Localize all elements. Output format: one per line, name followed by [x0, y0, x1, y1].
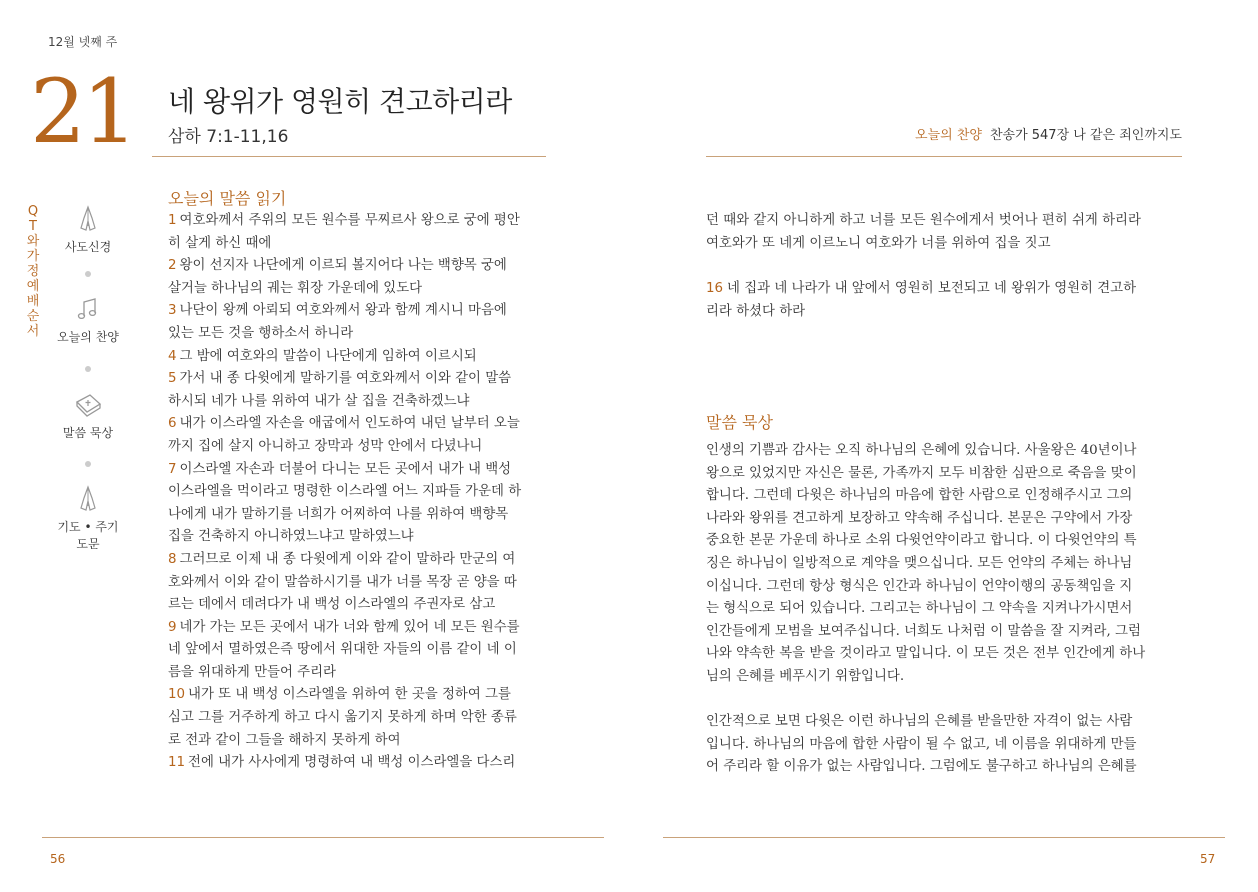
- text-line: [168, 662, 550, 685]
- scripture-continued: [706, 210, 1182, 255]
- sidebar-item-label: 사도신경: [64, 240, 112, 254]
- text-line: 인간적으로 보면 다윗은 이런 하나님의 은혜를 받을만한 자격이 없는 사람: [706, 714, 1133, 729]
- verse-text: 호와께서 이와 같이 말씀하시기를 내가 너를 목장 곧 양을 따: [168, 574, 517, 590]
- page-number-left: 56: [50, 852, 66, 866]
- text-line: [168, 684, 550, 707]
- sidebar-separator-dot: [85, 461, 91, 467]
- text-line: [168, 752, 550, 775]
- meditation-paragraph: [706, 711, 1182, 779]
- verse-text: 름을 위대하게 만들어 주리라: [168, 664, 336, 680]
- sidebar-item-prayer: [53, 484, 123, 552]
- page-title: 네 왕위가 영원히 견고하리라: [168, 85, 512, 118]
- text-line: [168, 617, 550, 640]
- verse-text: 있는 모든 것을 행하소서 하니라: [168, 325, 354, 341]
- text-line: 나라와 왕위를 견고하게 보장하고 약속해 주십니다. 본문은 구약에서 가장: [706, 510, 1133, 526]
- text-line: [168, 639, 550, 662]
- verse-number: 9: [168, 619, 177, 635]
- scripture-verse-16: [706, 278, 1182, 323]
- verse-number: 2: [168, 258, 177, 274]
- sidebar-item-label: 기도 • 주기도문: [57, 520, 119, 551]
- text-line: [168, 730, 550, 753]
- text-line: [168, 459, 550, 482]
- text-line: [168, 233, 550, 256]
- verse-text: 나단이 왕께 아뢰되 여호와께서 왕과 함께 계시니 마음에: [179, 303, 507, 319]
- verse-number: 5: [168, 371, 177, 387]
- text-line: 왕으로 있었지만 자신은 물론, 가족까지 모두 비참한 심판으로 죽음을 맞이: [706, 465, 1137, 481]
- verse-text: 던 때와 같지 아니하게 하고 너를 모든 원수에게서 벗어나 편히 쉬게 하리라: [706, 213, 1141, 228]
- scripture-reference: 삼하 7:1-11,16: [168, 127, 289, 147]
- verse-text: 여호와께서 주위의 모든 원수를 무찌르사 왕으로 궁에 평안: [179, 213, 520, 228]
- verse-text: 이스라엘을 먹이라고 명령한 이스라엘 어느 지파들 가운데 하: [168, 484, 522, 500]
- text-line: 중요한 본문 가운데 하나로 소위 다윗언약이라고 합니다. 이 다윗언약의 특: [706, 533, 1137, 549]
- text-line: 는 형식으로 되어 있습니다. 그리고는 하나님이 그 약속을 지켜나가시면서: [706, 601, 1133, 617]
- todays-hymn: [915, 124, 1182, 143]
- music-note-icon: [73, 294, 103, 324]
- text-line: [168, 549, 550, 572]
- verse-text: 하시되 네가 나를 위하여 내가 살 집을 건축하겠느냐: [168, 393, 470, 409]
- sidebar-item-hymn: [53, 294, 123, 345]
- verse-number: 6: [168, 416, 177, 432]
- verse-text: 네 집과 네 나라가 내 앞에서 영원히 보전되고 네 왕위가 영원히 견고하: [727, 281, 1137, 296]
- verse-text: 살거늘 하나님의 궤는 휘장 가운데에 있도다: [168, 280, 423, 296]
- sidebar-vertical-label: QT와 가정예배 순서: [26, 204, 40, 339]
- verse-text: 리라 하셨다 하라: [706, 303, 806, 319]
- text-line: [168, 707, 550, 730]
- text-line: [168, 278, 550, 301]
- sidebar-item-label: 말씀 묵상: [62, 426, 114, 440]
- verse-number: 8: [168, 551, 177, 567]
- verse-text: 이스라엘 자손과 더불어 다니는 모든 곳에서 내가 내 백성: [179, 461, 512, 477]
- text-line: [168, 436, 550, 459]
- verse-text: 여호와가 또 네게 이르노니 여호와가 너를 위하여 집을 짓고: [706, 235, 1051, 251]
- verse-number: 3: [168, 303, 177, 319]
- sidebar-separator-dot: [85, 271, 91, 277]
- text-line: [168, 594, 550, 617]
- reading-heading: 오늘의 말씀 읽기: [168, 189, 287, 208]
- sidebar-item-label: 오늘의 찬양: [57, 330, 119, 344]
- text-line: 나와 약속한 복을 받을 것이라고 말입니다. 이 모든 것은 전부 인간에게 하나: [706, 646, 1146, 662]
- verse-text: 네 앞에서 멸하였은즉 땅에서 위대한 자들의 이름 같이 네 이: [168, 642, 517, 658]
- meditation-heading: 말씀 묵상: [706, 413, 773, 432]
- praying-hands-icon: [73, 204, 103, 234]
- meditation-paragraph: [706, 440, 1182, 689]
- verse-text: 그 밤에 여호와의 말씀이 나단에게 임하여 이르시되: [179, 348, 477, 364]
- text-line: 입니다. 하나님의 마음에 합한 사람이 될 수 없고, 네 이름을 위대하게 만들: [706, 736, 1137, 752]
- text-line: 어 주리라 할 이유가 없는 사람입니다. 그럼에도 불구하고 하나님의 은혜를: [706, 759, 1137, 775]
- verse-text: 히 살게 하신 때에: [168, 235, 272, 251]
- text-line: 인생의 기쁨과 감사는 오직 하나님의 은혜에 있습니다. 사울왕은 40년이나: [706, 443, 1137, 458]
- text-line: [168, 323, 550, 346]
- text-line: [706, 233, 1182, 256]
- verse-number: 16: [706, 281, 724, 296]
- text-line: [168, 504, 550, 527]
- verse-number: 7: [168, 461, 177, 477]
- scripture-reading: [168, 210, 550, 775]
- verse-text: 까지 집에 살지 아니하고 장막과 성막 안에서 다녔나니: [168, 438, 483, 454]
- text-line: [168, 210, 550, 233]
- verse-text: 그러므로 이제 내 종 다윗에게 이와 같이 말하라 만군의 여: [179, 551, 516, 567]
- text-line: [168, 572, 550, 595]
- verse-text: 왕이 선지자 나단에게 이르되 볼지어다 나는 백향목 궁에: [179, 258, 507, 274]
- verse-number: 4: [168, 348, 177, 364]
- verse-text: 집을 건축하지 아니하였느냐고 말하였느냐: [168, 529, 414, 545]
- hymn-title: 찬송가 547장 나 같은 죄인까지도: [989, 128, 1182, 143]
- text-line: [168, 346, 550, 369]
- text-line: [168, 413, 550, 436]
- text-line: 이십니다. 그런데 항상 형식은 인간과 하나님이 언약이행의 공동책임을 지: [706, 578, 1133, 594]
- verse-text: 네가 가는 모든 곳에서 내가 너와 함께 있어 네 모든 원수를: [179, 619, 520, 635]
- verse-text: 르는 데에서 데려다가 내 백성 이스라엘의 주권자로 삼고: [168, 597, 496, 613]
- bible-icon: [73, 390, 103, 420]
- text-line: [706, 278, 1182, 301]
- verse-number: 11: [168, 755, 186, 771]
- header-divider-right: [706, 156, 1182, 157]
- text-line: [168, 391, 550, 414]
- verse-text: 로 전과 같이 그들을 해하지 못하게 하여: [168, 732, 401, 748]
- text-line: [168, 368, 550, 391]
- verse-text: 심고 그를 거주하게 하고 다시 옮기지 못하게 하며 악한 종류: [168, 710, 517, 726]
- text-line: 합니다. 그런데 다윗은 하나님의 마음에 합한 사람으로 인정해주시고 그의: [706, 488, 1133, 504]
- week-label: 12월 넷째 주: [48, 35, 118, 49]
- text-line: 인간들에게 모범을 보여주십니다. 너희도 나처럼 이 말씀을 잘 지켜라, 그럼: [706, 623, 1141, 639]
- day-number: 21: [30, 60, 134, 163]
- verse-number: 1: [168, 213, 177, 228]
- page-number-right: 57: [1200, 852, 1216, 866]
- verse-number: 10: [168, 687, 186, 703]
- text-line: [706, 210, 1182, 233]
- praying-hands-icon: [73, 484, 103, 514]
- sidebar-item-creed: [53, 204, 123, 255]
- verse-text: 내가 또 내 백성 이스라엘을 위하여 한 곳을 정하여 그를: [188, 687, 511, 703]
- text-line: [168, 526, 550, 549]
- text-line: [168, 255, 550, 278]
- text-line: [706, 301, 1182, 324]
- footer-divider-right: [663, 837, 1225, 838]
- footer-divider-left: [42, 837, 604, 838]
- sidebar-separator-dot: [85, 366, 91, 372]
- verse-text: 나에게 내가 말하기를 너희가 어찌하여 나를 위하여 백향목: [168, 506, 509, 522]
- text-line: 징은 하나님이 일방적으로 계약을 맺으십니다. 모든 언약의 주체는 하나님: [706, 555, 1133, 571]
- verse-text: 전에 내가 사사에게 명령하여 내 백성 이스라엘을 다스리: [188, 755, 516, 771]
- verse-text: 가서 내 종 다윗에게 말하기를 여호와께서 이와 같이 말씀: [179, 371, 512, 387]
- text-line: [168, 481, 550, 504]
- header-divider-left: [152, 156, 546, 157]
- text-line: 님의 은혜를 베푸시기 위함입니다.: [706, 668, 905, 684]
- hymn-label: 오늘의 찬양: [915, 128, 982, 143]
- sidebar-item-meditation: [53, 390, 123, 441]
- text-line: [168, 300, 550, 323]
- verse-text: 내가 이스라엘 자손을 애굽에서 인도하여 내던 날부터 오늘: [179, 416, 520, 432]
